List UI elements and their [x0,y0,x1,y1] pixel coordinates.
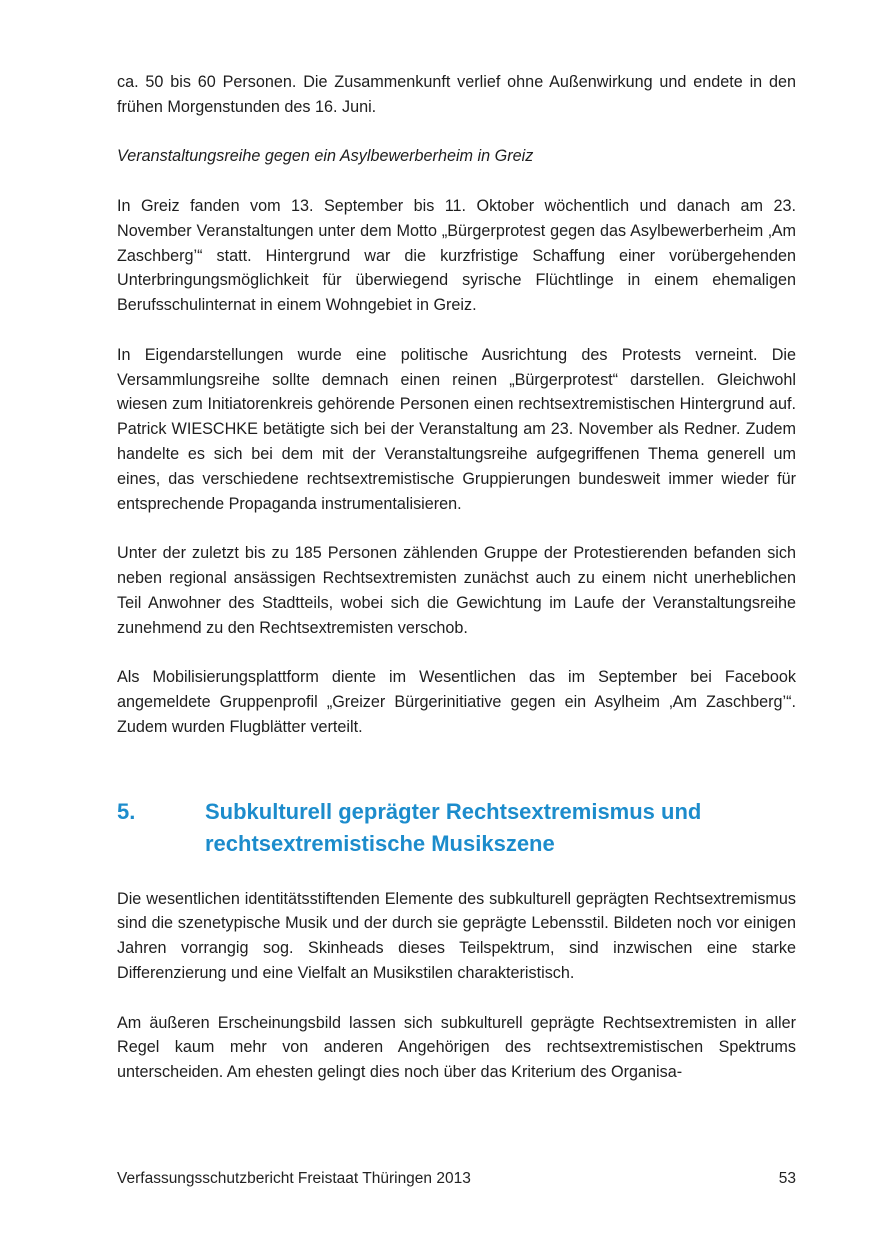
paragraph-continued: ca. 50 bis 60 Personen. Die Zusammenkunft verlief ohne Außenwirkung und endete in den frühen Morgenstunden des 16. Juni. [117,73,796,116]
paragraph: Am äußeren Erscheinungsbild lassen sich subkulturell geprägte Rechtsextremisten in aller Regel kaum mehr von anderen Angehörigen des rechtsextremistischen Spektrums unterscheiden. Am ehesten gelingt dies noch über das Kriterium des Organisa- [117,1013,796,1082]
section-number: 5. [117,798,136,824]
page-number: 53 [778,1170,796,1187]
paragraph: Die wesentlichen identitätsstiftenden Elemente des subkulturell geprägten Rechtsextremismus sind die szenetypische Musik und der durch sie geprägte Lebensstil. Bildeten noch vor einigen Jahren vorrangig sog. Skinheads dieses Teilspektrum, sind inzwischen eine starke Differenzierung und eine Vielfalt an Musikstilen charakteristisch. [117,889,796,982]
subheading: Veranstaltungsreihe gegen ein Asylbewerberheim in Greiz [117,147,534,166]
footer-publication-title: Verfassungsschutzbericht Freistaat Thüringen 2013 [117,1170,471,1187]
paragraph: Unter der zuletzt bis zu 185 Personen zählenden Gruppe der Protestierenden befanden sich neben regional ansässigen Rechtsextremisten zunächst auch zu einem nicht unerheblichen Teil Anwohner des Stadtteils, wobei sich die Gewichtung im Laufe der Veranstaltungsreihe zunehmend zu den Rechtsextremisten verschob. [117,544,796,637]
section-heading [117,796,796,860]
page-body [117,70,796,1085]
page-footer [117,1169,796,1189]
paragraph: In Eigendarstellungen wurde eine politische Ausrichtung des Protests verneint. Die Versammlungsreihe sollte demnach einen reinen „Bürgerprotest“ darstellen. Gleichwohl wiesen zum Initiatorenkreis gehörende Personen einen rechtsextremistischen Hintergrund auf. Patrick WIESCHKE betätigte sich bei der Veranstaltung am 23. November als Redner. Zudem handelte es sich bei dem mit der Veranstaltungsreihe aufgegriffenen Thema generell um eines, das verschiedene rechtsextremistische Gruppierungen bundesweit immer wieder für entsprechende Propaganda instrumentalisieren. [117,345,796,513]
paragraph: In Greiz fanden vom 13. September bis 11. Oktober wöchentlich und danach am 23. November Veranstaltungen unter dem Motto „Bürgerprotest gegen das Asylbewerberheim ‚Am Zaschberg’“ statt. Hintergrund war die kurzfristige Schaffung einer vorübergehenden Unterbringungsmöglichkeit für überwiegend syrische Flüchtlinge in einem ehemaligen Berufsschulinternat in einem Wohngebiet in Greiz. [117,196,796,315]
paragraph: Als Mobilisierungsplattform diente im Wesentlichen das im September bei Facebook angemeldete Gruppenprofil „Greizer Bürgerinitiative gegen ein Asylheim ‚Am Zaschberg’“. Zudem wurden Flugblätter verteilt. [117,668,796,736]
section-title: Subkulturell geprägter Rechtsextremismus und rechtsextremistische Musikszene [205,798,702,856]
